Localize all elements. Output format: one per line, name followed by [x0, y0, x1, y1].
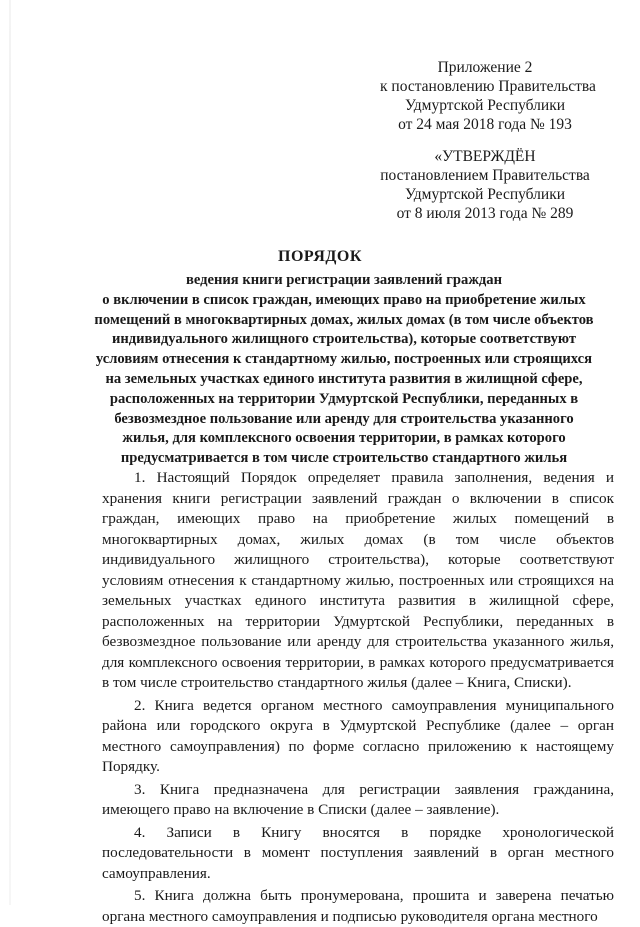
subtitle-line: условиям отнесения к стандартному жилью, построенных или строящихся	[95, 351, 593, 368]
approval-header	[380, 147, 590, 223]
approval-line: постановлением Правительства	[380, 167, 590, 184]
paragraph-3: 3. Книга предназначена для регистрации заявления гражданина, имеющего право на включение в Списки (далее – заявление).	[102, 780, 614, 818]
subtitle-line: на земельных участках единого института развития в жилищной сфере,	[105, 370, 583, 387]
approval-line: от 8 июля 2013 года № 289	[396, 205, 574, 222]
attachment-line: к постановлению Правительства	[380, 78, 596, 95]
attachment-line: Приложение 2	[437, 59, 533, 76]
attachment-line: от 24 мая 2018 года № 193	[398, 116, 572, 133]
subtitle-line: жилья, для комплексного освоения территории, в рамках которого	[122, 430, 566, 447]
approval-line: «УТВЕРЖДЁН	[434, 148, 536, 165]
approval-line: Удмуртской Республики	[404, 186, 566, 203]
scan-margin-line	[9, 0, 11, 905]
subtitle-line: расположенных на территории Удмуртской Республики, переданных в	[109, 390, 579, 407]
paragraph-4: 4. Записи в Книгу вносятся в порядке хронологической последовательности в момент поступления заявлений в орган местного самоуправления.	[102, 823, 614, 882]
subtitle-line: индивидуального жилищного строительства), которые соответствуют	[111, 331, 577, 348]
subtitle-line: предусматривается в том числе строительство стандартного жилья	[120, 450, 568, 467]
document-subtitle	[80, 271, 608, 469]
attachment-line: Удмуртской Республики	[404, 97, 566, 114]
paragraph-1: 1. Настоящий Порядок определяет правила заполнения, ведения и хранения книги регистрации заявлений граждан о включении в список граждан, имеющих право на приобретение жилых помещений в многоквартирных домах, жилых домах (в том числе объектов индивидуального жилищного строительства), которые соответствуют условиям отнесения к стандартному жилью, построенных или строящихся на земельных участках единого института развития в жилищной сфере, расположенных на территории Удмуртской Республики, переданных в безвозмездное пользование или аренду для строительства указанного жилья, для комплексного освоения территории, в рамках которого предусматривается в том числе строительство стандартного жилья (далее – Книга, Списки).	[102, 469, 614, 691]
paragraph-2: 2. Книга ведется органом местного самоуправления муниципального района или городского округа в Удмуртской Республике (далее – орган местного самоуправления) по форме согласно приложению к настоящему Порядку.	[102, 696, 614, 775]
subtitle-line: о включении в список граждан, имеющих право на приобретение жилых	[102, 291, 586, 308]
subtitle-line: помещений в многоквартирных домах, жилых домах (в том числе объектов	[94, 311, 594, 328]
document-title: ПОРЯДОК	[278, 248, 362, 265]
subtitle-line: ведения книги регистрации заявлений граждан	[185, 272, 503, 288]
paragraph-5: 5. Книга должна быть пронумерована, прошита и заверена печатью органа местного самоуправления и подписью руководителя органа местного	[102, 887, 614, 925]
subtitle-line: безвозмездное пользование или аренду для строительства указанного	[114, 410, 574, 427]
attachment-header	[380, 58, 596, 134]
document-body	[102, 468, 614, 927]
